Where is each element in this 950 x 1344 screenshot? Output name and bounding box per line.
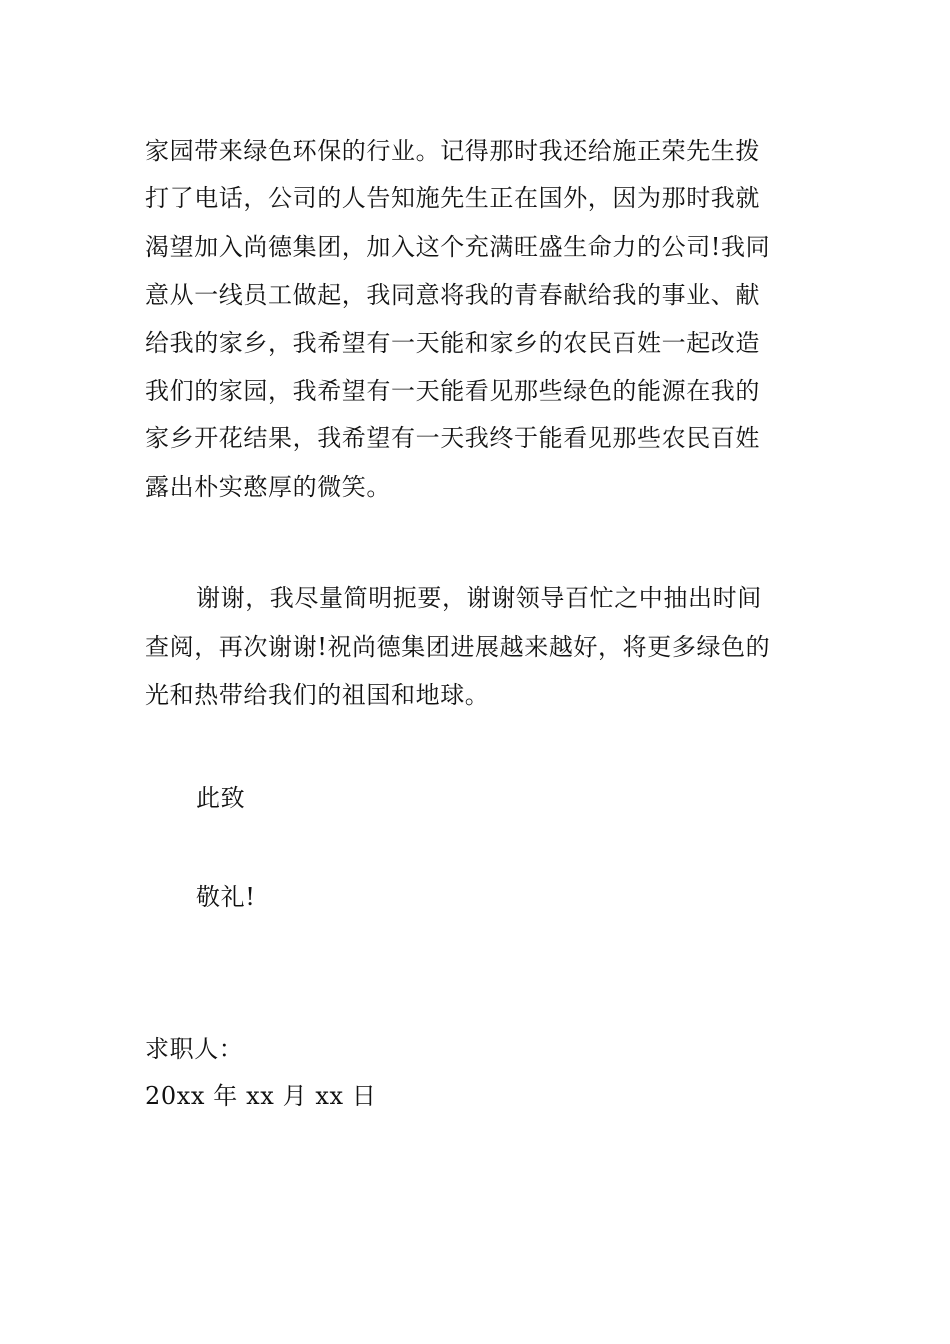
closing-regards: 敬礼! [196, 883, 256, 911]
paragraph-1-line: 我们的家园，我希望有一天能看见那些绿色的能源在我的 [145, 377, 760, 405]
paragraph-1-line: 露出朴实憨厚的微笑。 [145, 473, 391, 501]
paragraph-1-line: 家乡开花结果，我希望有一天我终于能看见那些农民百姓 [145, 424, 760, 452]
paragraph-2-line: 谢谢，我尽量简明扼要，谢谢领导百忙之中抽出时间 [196, 584, 762, 612]
paragraph-1-line: 给我的家乡，我希望有一天能和家乡的农民百姓一起改造 [145, 329, 760, 357]
closing-salutation: 此致 [196, 784, 246, 812]
paragraph-2-line: 查阅，再次谢谢!祝尚德集团进展越来越好，将更多绿色的 [145, 633, 771, 661]
paragraph-1-line: 家园带来绿色环保的行业。记得那时我还给施正荣先生拨 [145, 137, 760, 165]
paragraph-2-line: 光和热带给我们的祖国和地球。 [145, 681, 490, 709]
paragraph-1-line: 渴望加入尚德集团，加入这个充满旺盛生命力的公司!我同 [145, 233, 771, 261]
signature-date: 20xx 年 xx 月 xx 日 [145, 1082, 377, 1110]
signature-label: 求职人： [145, 1035, 244, 1063]
paragraph-1-line: 打了电话，公司的人告知施先生正在国外，因为那时我就 [145, 184, 760, 212]
paragraph-1-line: 意从一线员工做起，我同意将我的青春献给我的事业、献 [145, 281, 760, 309]
